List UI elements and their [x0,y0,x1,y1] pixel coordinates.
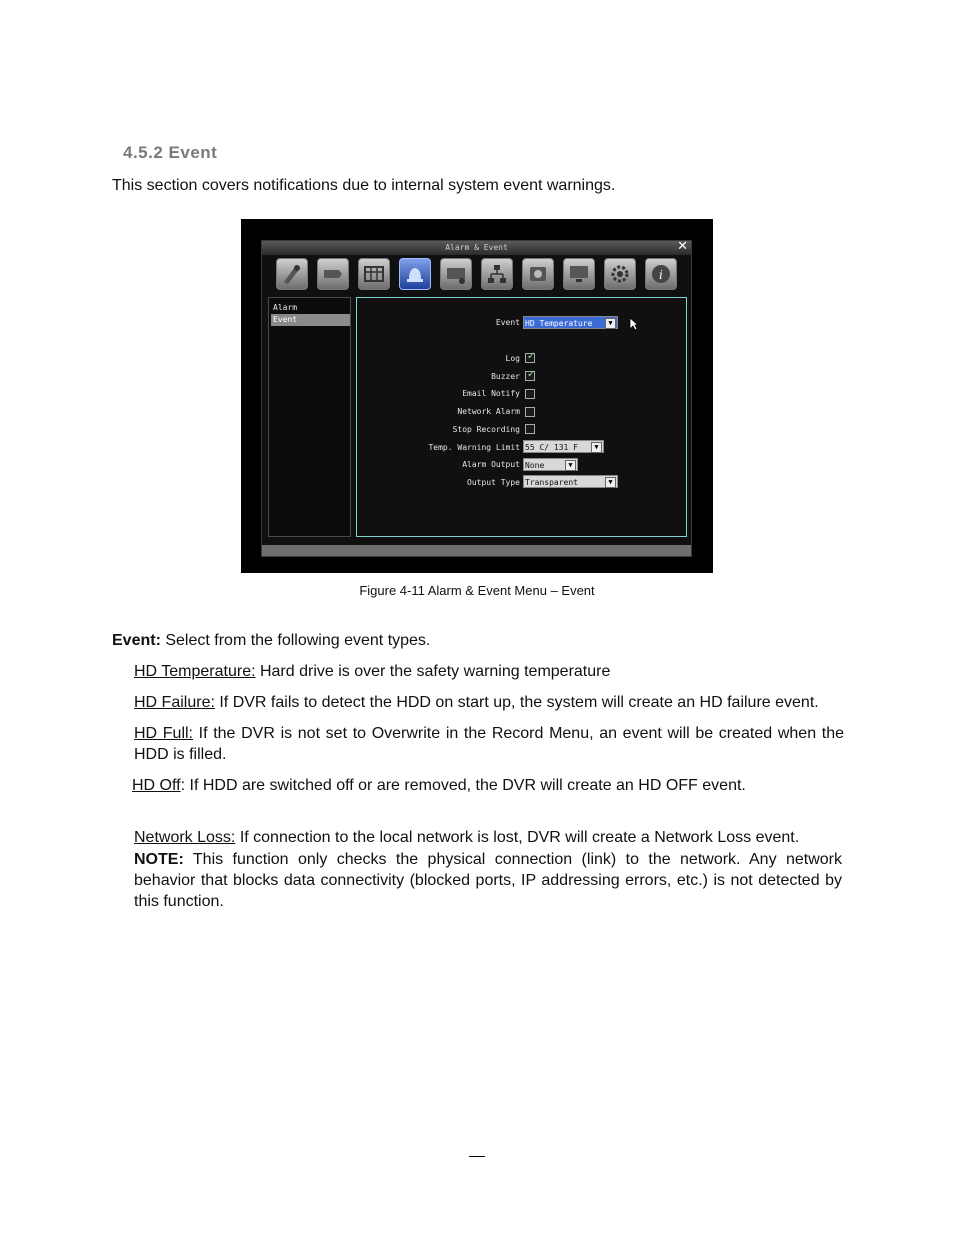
log-label: Log [505,354,520,363]
output-type-dropdown[interactable] [523,475,618,488]
network-alarm-checkbox[interactable] [525,407,535,417]
chevron-down-icon: ▼ [591,442,602,453]
item-term: HD Full: [134,725,193,742]
event-text: Select from the following event types. [160,632,431,649]
figure-caption: Figure 4-11 Alarm & Event Menu – Event [359,583,595,598]
item-term: HD Temperature: [134,663,256,680]
temp-warning-limit-dropdown[interactable] [523,440,604,453]
note-paragraph [134,849,842,912]
email-notify-checkbox[interactable] [525,389,535,399]
item-text: If connection to the local network is lost, DVR will create a Network Loss event. [235,829,800,846]
network-alarm-label: Network Alarm [457,407,520,416]
sidebar-item-alarm[interactable]: Alarm [273,303,298,312]
list-item [132,775,842,796]
system-gear-icon[interactable] [604,258,636,290]
sidebar-item-event[interactable]: Event [271,314,350,326]
checkmark-icon: ✓ [527,351,536,362]
item-text: If the DVR is not set to Overwrite in the Record Menu, an event will be created when the HDD is filled. [134,725,844,763]
item-text: Hard drive is over the safety warning temperature [255,663,611,680]
page-number-rule [469,1156,485,1157]
item-text: : If HDD are switched off or are removed, the DVR will create an HD OFF event. [180,777,746,794]
chevron-down-icon: ▼ [605,477,616,488]
window-titlebar [262,241,691,255]
alarm-bell-icon[interactable] [399,258,431,290]
disk-icon[interactable] [522,258,554,290]
stop-recording-label: Stop Recording [452,425,520,434]
note-text: This function only checks the physical connection (link) to the network. Any network behavior that blocks data connectivity (blocked ports, IP addressing errors, etc.) is not detected by this function. [134,851,842,910]
temp-warning-limit-label: Temp. Warning Limit [428,443,520,452]
output-type-value: Transparent [525,478,578,487]
buzzer-checkbox[interactable] [525,371,535,381]
event-settings-panel [356,297,687,537]
list-item [134,661,844,682]
chevron-down-icon: ▼ [605,318,616,329]
list-item [134,692,844,713]
alarm-output-value: None [525,461,545,470]
device-icon[interactable] [440,258,472,290]
checkmark-icon: ✓ [527,369,536,380]
svg-text:i: i [659,268,663,282]
buzzer-label: Buzzer [491,372,520,381]
note-label: NOTE: [134,851,184,868]
item-term: HD Off [132,777,181,794]
display-icon[interactable] [563,258,595,290]
output-type-label: Output Type [467,478,520,487]
item-term: Network Loss: [134,829,236,846]
status-bar [262,545,691,556]
info-icon[interactable] [645,258,677,290]
log-checkbox[interactable] [525,353,535,363]
email-notify-label: Email Notify [462,389,520,398]
item-text: If DVR fails to detect the HDD on start up, the system will create an HD failure event. [214,694,819,711]
section-number: 4.5.2 [123,143,164,162]
event-value: HD Temperature [525,319,593,328]
list-item [134,723,844,765]
section-heading [123,143,217,163]
record-icon[interactable] [317,258,349,290]
alarm-event-window [261,240,692,557]
list-item [134,827,844,848]
sidebar [268,297,351,537]
chevron-down-icon: ▼ [565,460,576,471]
event-dropdown[interactable] [523,316,618,329]
window-title: Alarm & Event [445,243,508,252]
mouse-cursor-icon [629,317,639,331]
alarm-output-label: Alarm Output [462,460,520,469]
close-icon[interactable]: ✕ [677,239,688,254]
section-title: Event [168,143,218,162]
alarm-output-dropdown[interactable] [523,458,578,471]
event-paragraph [112,630,430,651]
temp-warning-limit-value: 55 C/ 131 F [525,443,578,452]
event-label: Event [495,318,520,327]
network-icon[interactable] [481,258,513,290]
camera-setup-icon[interactable] [276,258,308,290]
stop-recording-checkbox[interactable] [525,424,535,434]
item-term: HD Failure: [134,694,215,711]
toolbar [270,258,686,294]
intro-paragraph: This section covers notifications due to internal system event warnings. [112,177,616,194]
event-term: Event: [112,632,161,649]
schedule-icon[interactable] [358,258,390,290]
